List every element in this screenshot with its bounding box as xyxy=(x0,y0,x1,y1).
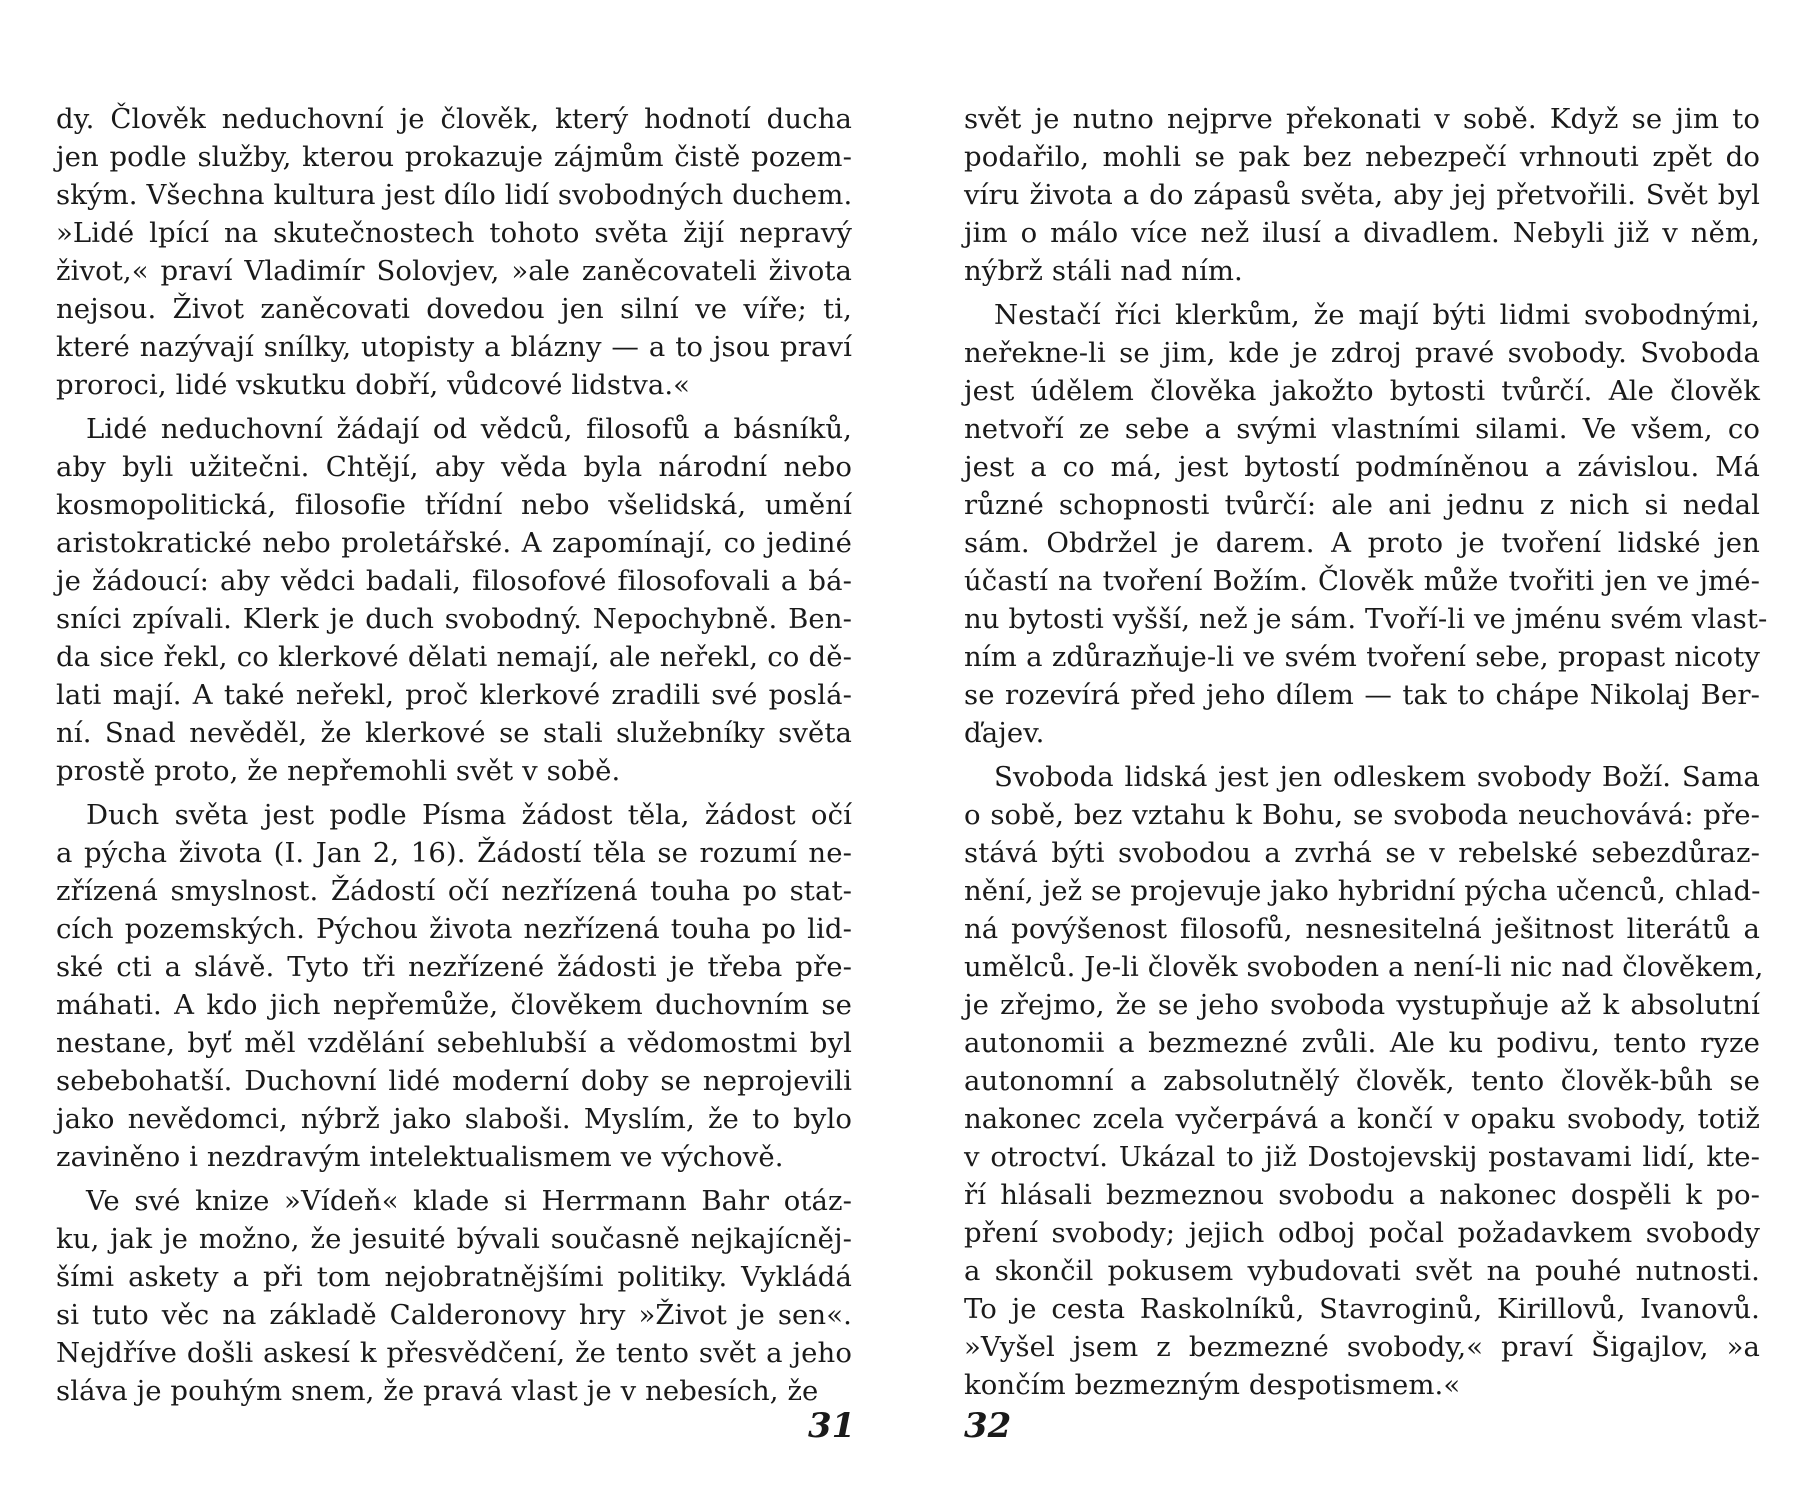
text-line: jako nevědomci, nýbrž jako slaboši. Myslím, že to bylo xyxy=(56,1103,852,1135)
text-line: zaviněno i nezdravým intelektualismem ve výchově. xyxy=(56,1141,784,1173)
right-page-text xyxy=(964,100,1768,1404)
text-line: autonomní a zabsolutnělý člověk, tento člověk-bůh se xyxy=(964,1065,1760,1097)
text-line: To je cesta Raskolníků, Stavroginů, Kirillovů, Ivanovů. xyxy=(964,1293,1760,1325)
text-line: autonomii a bezmezné zvůli. Ale ku podivu, tento ryze xyxy=(964,1027,1760,1059)
text-line: sebebohatší. Duchovní lidé moderní doby se neprojevili xyxy=(56,1065,852,1097)
text-line: šími askety a při tom nejobratnějšími politiky. Vykládá xyxy=(56,1261,852,1293)
right-page xyxy=(904,0,1808,1500)
text-line: sníci zpívali. Klerk je duch svobodný. Nepochybně. Ben- xyxy=(56,603,852,635)
text-line: které nazývají snílky, utopisty a blázny — a to jsou praví xyxy=(56,331,852,363)
text-line: nýbrž stáli nad ním. xyxy=(964,255,1243,287)
text-line: ří hlásali bezmeznou svobodu a nakonec dospěli k po- xyxy=(964,1179,1760,1211)
text-line: nu bytosti vyšší, než je sám. Tvoří-li ve jménu svém vlast- xyxy=(964,603,1768,635)
right-page-number: 32 xyxy=(964,1406,1012,1446)
text-line: jen podle služby, kterou prokazuje zájmům čistě pozem- xyxy=(56,141,852,173)
text-line: Nejdříve došli askesí k přesvědčení, že tento svět a jeho xyxy=(56,1337,852,1369)
text-line: nestane, byť měl vzdělání sebehlubší a vědomostmi byl xyxy=(56,1027,852,1059)
text-line: Duch světa jest podle Písma žádost těla, žádost očí xyxy=(86,799,852,831)
text-line: aristokratické nebo proletářské. A zapomínají, co jediné xyxy=(56,527,852,559)
paragraph xyxy=(56,410,852,790)
paragraph xyxy=(56,796,852,1176)
text-line: »Lidé lpící na skutečnostech tohoto světa žijí nepravý xyxy=(56,217,852,249)
text-line: ku, jak je možno, že jesuité bývali současně nejkajícněj- xyxy=(56,1223,852,1255)
text-line: různé schopnosti tvůrčí: ale ani jednu z nich si nedal xyxy=(964,489,1760,521)
text-line: se rozevírá před jeho dílem — tak to chápe Nikolaj Ber- xyxy=(964,679,1760,711)
paragraph xyxy=(964,296,1768,752)
paragraph xyxy=(56,1182,852,1410)
text-line: Svoboda lidská jest jen odleskem svobody Boží. Sama xyxy=(994,761,1760,793)
text-line: život,« praví Vladimír Solovjev, »ale zaněcovateli života xyxy=(56,255,852,287)
left-page-text xyxy=(56,100,852,1410)
text-line: ná povýšenost filosofů, nesnesitelná ješitnost literátů a xyxy=(964,913,1760,945)
text-line: jest údělem člověka jakožto bytosti tvůrčí. Ale člověk xyxy=(964,375,1760,407)
left-page-number: 31 xyxy=(808,1406,856,1446)
text-line: účastí na tvoření Božím. Člověk může tvořiti jen ve jmé- xyxy=(964,565,1760,597)
text-line: aby byli užitečni. Chtějí, aby věda byla národní nebo xyxy=(56,451,852,483)
text-line: neřekne-li se jim, kde je zdroj pravé svobody. Svoboda xyxy=(964,337,1760,369)
text-line: lati mají. A také neřekl, proč klerkové zradili své poslá- xyxy=(56,679,852,711)
text-line: si tuto věc na základě Calderonovy hry »Život je sen«. xyxy=(56,1299,852,1331)
text-line: da sice řekl, co klerkové dělati nemají, ale neřekl, co dě- xyxy=(56,641,852,673)
text-line: je žádoucí: aby vědci badali, filosofové filosofovali a bá- xyxy=(56,565,852,597)
paragraph xyxy=(56,100,852,404)
text-line: jest a co má, jest bytostí podmíněnou a závislou. Má xyxy=(964,451,1760,483)
text-line: víru života a do zápasů světa, aby jej přetvořili. Svět byl xyxy=(964,179,1760,211)
text-line: nění, jež se projevuje jako hybridní pýcha učenců, chlad- xyxy=(964,875,1761,907)
text-line: sláva je pouhým snem, že pravá vlast je v nebesích, že xyxy=(56,1375,819,1407)
text-line: nakonec zcela vyčerpává a končí v opaku svobody, totiž xyxy=(964,1103,1760,1135)
paragraph xyxy=(964,758,1764,1404)
text-line: sám. Obdržel je darem. A proto je tvoření lidské jen xyxy=(964,527,1760,559)
text-line: podařilo, mohli se pak bez nebezpečí vrhnouti zpět do xyxy=(964,141,1760,173)
text-line: ské cti a slávě. Tyto tři nezřízené žádosti je třeba pře- xyxy=(56,951,852,983)
text-line: o sobě, bez vztahu k Bohu, se svoboda neuchovává: pře- xyxy=(964,799,1760,831)
text-line: jim o málo více než ilusí a divadlem. Nebyli již v něm, xyxy=(964,217,1760,249)
text-line: v otroctví. Ukázal to již Dostojevskij postavami lidí, kte- xyxy=(964,1141,1760,1173)
text-line: »Vyšel jsem z bezmezné svobody,« praví Šigajlov, »a xyxy=(964,1331,1760,1363)
paragraph xyxy=(964,100,1760,290)
text-line: a pýcha života (I. Jan 2, 16). Žádostí těla se rozumí ne- xyxy=(56,837,852,869)
text-line: dy. Člověk neduchovní je člověk, který hodnotí ducha xyxy=(56,103,852,135)
text-line: zřízená smyslnost. Žádostí očí nezřízená touha po stat- xyxy=(56,875,852,907)
text-line: ďajev. xyxy=(964,717,1045,749)
text-line: cích pozemských. Pýchou života nezřízená touha po lid- xyxy=(56,913,852,945)
text-line: Nestačí říci klerkům, že mají býti lidmi svobodnými, xyxy=(994,299,1760,331)
text-line: netvoří ze sebe a svými vlastními silami. Ve všem, co xyxy=(964,413,1760,445)
text-line: umělců. Je-li člověk svoboden a není-li nic nad člověkem, xyxy=(964,951,1764,983)
text-line: Lidé neduchovní žádají od vědců, filosofů a básníků, xyxy=(86,413,852,445)
text-line: stává býti svobodou a zvrhá se v rebelské sebezdůraz- xyxy=(964,837,1760,869)
text-line: Ve své knize »Vídeň« klade si Herrmann Bahr otáz- xyxy=(86,1185,852,1217)
text-line: je zřejmo, že se jeho svoboda vystupňuje až k absolutní xyxy=(964,989,1760,1021)
text-line: ní. Snad nevěděl, že klerkové se stali služebníky světa xyxy=(56,717,852,749)
text-line: ním a zdůrazňuje-li ve svém tvoření sebe, propast nicoty xyxy=(964,641,1760,673)
text-line: nejsou. Život zaněcovati dovedou jen silní ve víře; ti, xyxy=(56,293,852,325)
text-line: kosmopolitická, filosofie třídní nebo všelidská, umění xyxy=(56,489,852,521)
text-line: pření svobody; jejich odboj počal požadavkem svobody xyxy=(964,1217,1760,1249)
text-line: a skončil pokusem vybudovati svět na pouhé nutnosti. xyxy=(964,1255,1760,1287)
text-line: máhati. A kdo jich nepřemůže, člověkem duchovním se xyxy=(56,989,852,1021)
text-line: končím bezmezným despotismem.« xyxy=(964,1369,1461,1401)
text-line: svět je nutno nejprve překonati v sobě. Když se jim to xyxy=(964,103,1760,135)
text-line: prostě proto, že nepřemohli svět v sobě. xyxy=(56,755,621,787)
text-line: ským. Všechna kultura jest dílo lidí svobodných duchem. xyxy=(56,179,853,211)
text-line: proroci, lidé vskutku dobří, vůdcové lidstva.« xyxy=(56,369,691,401)
